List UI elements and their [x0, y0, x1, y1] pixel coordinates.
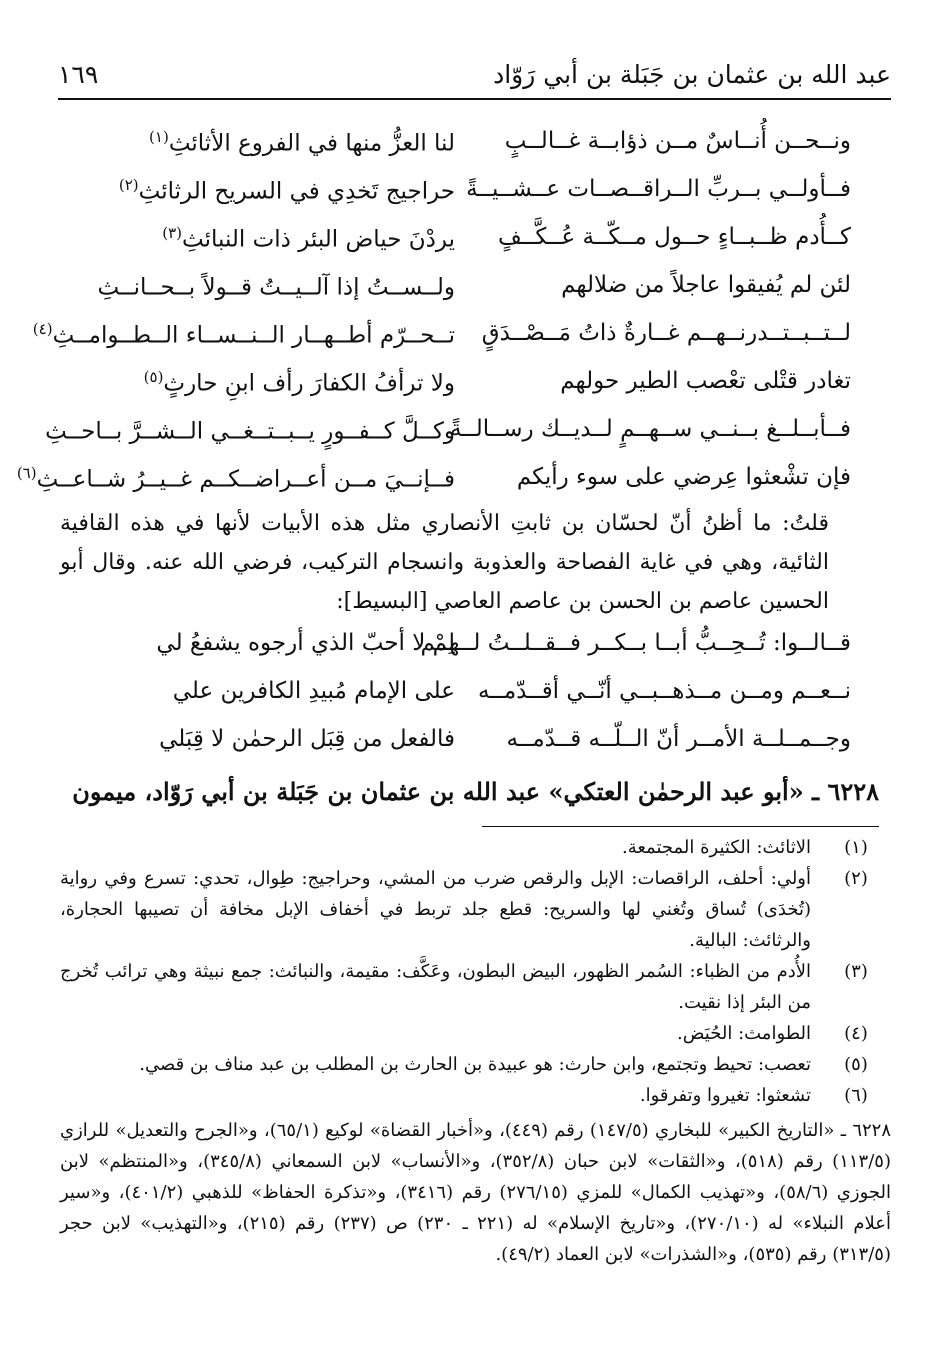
footnote: [60, 956, 891, 1018]
footnote: [60, 1080, 891, 1111]
footnote-number: (٢): [844, 868, 868, 889]
hemistich-first: كــأُدم ظــبــاءٍ حــول مــكّــة عُــكَّــفٍ: [498, 224, 851, 250]
poem-1: [16, 128, 881, 512]
footnote-ref: (٦): [16, 464, 37, 482]
header-divider: [58, 98, 891, 100]
hemistich-text: فــإنــيَ مــن أعــراضــكــم غــيــرُ شــاعــثِ: [36, 466, 455, 493]
footnote-text: تشعثوا: تغيروا وتفرقوا.: [639, 1085, 811, 1106]
verse: [60, 176, 881, 224]
footnote: [60, 1049, 891, 1080]
footnote-text: الاثائث: الكثيرة المجتمعة.: [621, 837, 811, 858]
biography-entry-heading: ٦٢٢٨ ـ «أبو عبد الرحمٰن العتكي» عبد الله بن عثمان بن جَبَلة بن أبي رَوّاد، ميمون: [72, 777, 879, 806]
footnote-text: الطوامث: الحُيَض.: [677, 1023, 811, 1044]
footnote-text: تعصب: تحيط وتجتمع، وابن حارث: هو عبيدة بن الحارث بن المطلب بن عبد مناف بن قصي.: [139, 1054, 811, 1075]
footnote-ref: (٥): [143, 368, 164, 386]
footnote-number: (٥): [844, 1054, 868, 1075]
footnote-number: (٦): [844, 1085, 868, 1106]
verse: [32, 320, 881, 368]
hemistich-first: ونــحــن أُنــاسٌ مــن ذؤابــة غــالــبٍ: [504, 128, 851, 154]
hemistich-text: حراجيج تَخدِي في السريح الرثائثِ: [138, 178, 455, 205]
footnote-text: الأُدم من الظباء: السُمر الظهور، البيض البطون، وعَكَّف: مقيمة، والنبائث: جمع نبيثة وهي ترائب تُخرج من البئر إذا نقيت.: [60, 961, 811, 1013]
hemistich-second: [100, 176, 455, 205]
footnote-divider: [482, 826, 879, 827]
hemistich-second: [100, 128, 455, 157]
verse: [60, 128, 881, 176]
page-number: ١٦٩: [58, 60, 99, 89]
hemistich-text: ولا ترأفُ الكفارَ رأف ابنِ حارثٍ: [163, 370, 455, 397]
hemistich-first: لئن لم يُفيقوا عاجلاً من ضلالهم: [561, 272, 851, 298]
footnote-ref: (٢): [118, 176, 139, 194]
footnote-ref: (٣): [162, 224, 183, 242]
hemistich-text: لنا العزُّ منها في الفروع الأثائثِ: [168, 130, 455, 157]
hemistich-second: لِمْ لا أحبّ الذي أرجوه يشفعُ لي: [156, 630, 455, 656]
poem-2: [60, 630, 881, 774]
running-header: [58, 56, 891, 96]
footnote: [60, 832, 891, 863]
verse: [60, 726, 881, 774]
hemistich-first: وجــمــلــة الأمــر أنّ الــلّــه قــدّمــه: [506, 726, 851, 752]
hemistich-second: فالفعل من قِبَل الرحمٰن لا قِبَلي: [159, 726, 455, 752]
hemistich-first: فــأبــلــغ بــنــي ســهــمٍ لــديــك رســالــةً: [449, 416, 851, 442]
hemistich-text: يردْنَ حياض البئر ذات النبائثِ: [182, 226, 455, 253]
hemistich-text: تــحــرّم أطــهــار الــنــســاء الــطــوامــثِ: [52, 322, 455, 349]
commentary-paragraph: [60, 504, 879, 621]
hemistich-first: نــعــم ومــن مــذهــبــي أنّــي أقــدّمــه: [478, 678, 851, 704]
hemistich-second: [16, 464, 455, 493]
hemistich-second: [97, 272, 455, 301]
hemistich-first: قــالــوا: تُــحِــبُّ أبــا بــكــر فــقــلــتُ لــهــم: [420, 630, 851, 656]
hemistich-text: ولــســتُ إذا آلــيــتُ قــولاً بــحــانــثِ: [97, 274, 455, 301]
footnote: [60, 863, 891, 956]
verse: [60, 272, 881, 320]
hemistich-first: تغادر قتْلى تعْصب الطير حولهم: [560, 368, 851, 394]
hemistich-second: [45, 416, 455, 445]
hemistich-first: فإن تشْعثوا عِرضي على سوء رأيكم: [516, 464, 851, 490]
verse: [60, 678, 881, 726]
footnote-number: (٤): [844, 1023, 868, 1044]
hemistich-first: فــأولــي بــربِّ الــراقــصــات عــشــيــةً: [466, 176, 851, 202]
footnote-number: (٣): [844, 961, 868, 982]
footnote-ref: (٤): [32, 320, 53, 338]
hemistich-second: على الإمام مُبيدِ الكافرين علي: [172, 678, 455, 704]
hemistich-second: [32, 320, 455, 349]
header-title: عبد الله بن عثمان بن جَبَلة بن أبي رَوّاد: [493, 60, 891, 89]
footnote-text: أولي: أحلف، الراقصات: الإبل والرقص ضرب من المشي، وحراجيج: طِوال، تحدي: تسرع وفي رواية (تُخدَى) تُساق وتُغني لها والسريح: قطع جلد تربط في أخفاف الإبل مخافة أن تصيبها الحجارة، والرثائث: البالية.: [60, 868, 811, 951]
verse: [45, 416, 881, 464]
footnote-number: (١): [844, 837, 868, 858]
hemistich-first: لــتــبــتــدرنــهــم غــارةٌ ذاتُ مَــصْــدَقٍ: [481, 320, 851, 346]
commentary-text: قلتُ: ما أظنُ أنّ لحسّان بن ثابتِ الأنصاري مثل هذه الأبيات لأنها في هذه القافية الثائية، وهي في غاية الفصاحة والعذوبة وانسجام التركيب، فرضي الله عنه. وقال أبو الحسين عاصم بن الحسن بن عاصم العاصي [البسيط]:: [60, 511, 829, 614]
footnote: [60, 1018, 891, 1049]
hemistich-text: وكــلَّ كــفــورٍ يــبــتــغــي الــشــرَّ بــاحــثِ: [45, 418, 455, 445]
source-references: ٦٢٢٨ ـ «التاريخ الكبير» للبخاري (١٤٧/٥) رقم (٤٤٩)، و«أخبار القضاة» لوكيع (٦٥/١)، و«الجرح والتعديل» للرازي (١١٣/٥) رقم (٥١٨)، و«الثقات» لابن حبان (٣٥٢/٨)، و«الأنساب» لابن السمعاني (٣٤٥/٨)، و«المنتظم» لابن الجوزي (٥٨/٦)، و«تهذيب الكمال» للمزي (٢٧٦/١٥) رقم (٣٤١٦)، و«تذكرة الحفاظ» للذهبي (٤٠١/٢)، و«سير أعلام النبلاء» له (٢٧٠/١٠)، و«تاريخ الإسلام» له (٢٢١ ـ ٢٣٠) ص (٢٣٧) رقم (٢١٥)، و«التهذيب» لابن حجر (٣١٣/٥) رقم (٥٣٥)، و«الشذرات» لابن العماد (٤٩/٢).: [60, 1120, 892, 1265]
footnotes: [60, 832, 891, 1270]
footnote-ref: (١): [149, 128, 169, 146]
hemistich-second: [100, 368, 455, 397]
verse: [60, 368, 881, 416]
verse: [60, 630, 881, 678]
hemistich-second: [100, 224, 455, 253]
verse: [60, 224, 881, 272]
